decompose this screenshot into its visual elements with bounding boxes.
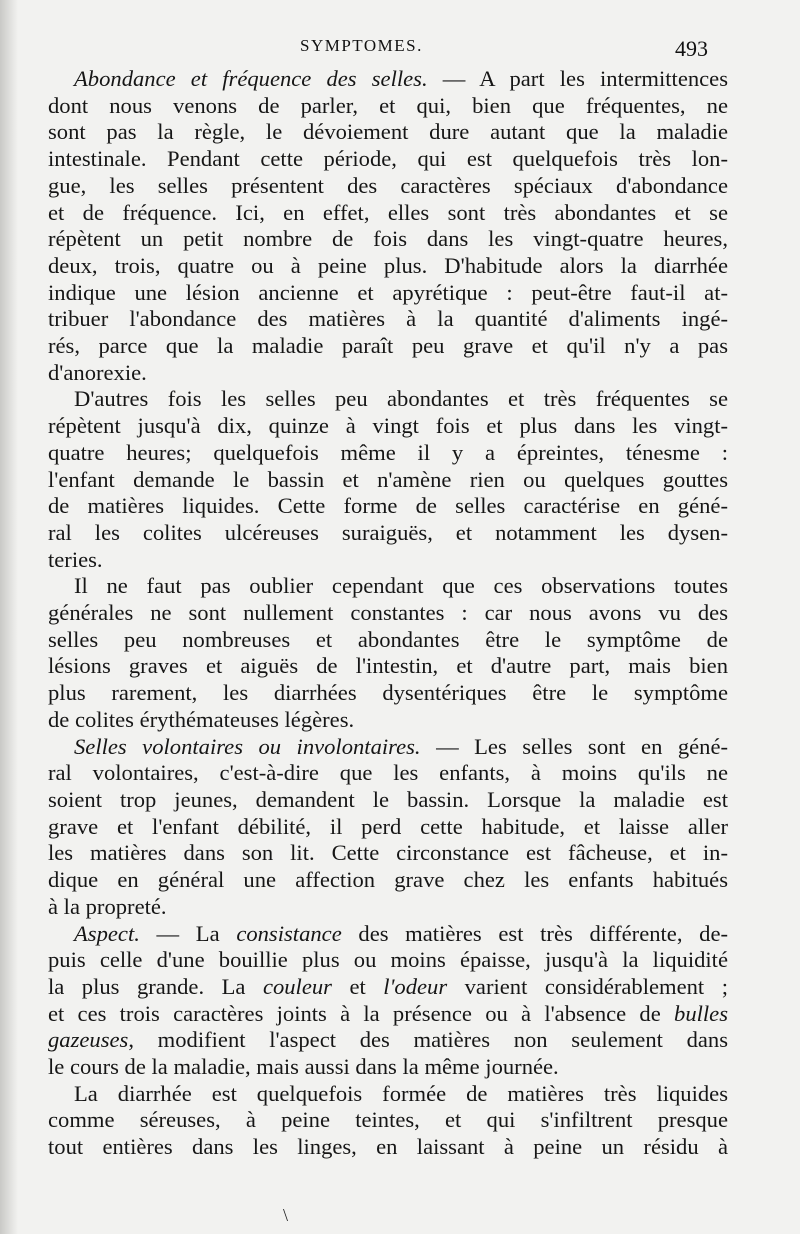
- text-line: Abondance et fréquence des selles. — A part les intermittences: [74, 66, 729, 91]
- text-line: soient trop jeunes, demandent le bassin. Lorsque la maladie est: [48, 786, 728, 812]
- running-head: SYMPTOMES.: [300, 36, 423, 55]
- text-line: quatre heures; quelquefois même il y a épreintes, ténesme :: [48, 439, 728, 465]
- text-line: gazeuses, modifient l'aspect des matières non seulement dans: [48, 1027, 728, 1053]
- text-line: le cours de la maladie, mais aussi dans la même journée.: [48, 1054, 559, 1080]
- text-line: d'anorexie.: [48, 359, 147, 385]
- section-title: Selles volontaires ou involontaires.: [74, 733, 421, 759]
- footer-mark: \: [283, 1205, 289, 1225]
- text-line: teries.: [48, 546, 103, 572]
- text-line: deux, trois, quatre ou à peine plus. D'habitude alors la diarrhée: [48, 252, 728, 278]
- text-line: lésions graves et aiguës de l'intestin, et d'autre part, mais bien: [48, 653, 728, 679]
- text-line: Selles volontaires ou involontaires. — Les selles sont en géné-: [74, 733, 729, 759]
- text-line: répètent un petit nombre de fois dans les vingt-quatre heures,: [48, 226, 728, 252]
- text-line: les matières dans son lit. Cette circonstance est fâcheuse, et in-: [48, 840, 728, 866]
- text-line: la plus grande. La couleur et l'odeur varient considérablement ;: [48, 973, 728, 999]
- text-line: et ces trois caractères joints à la présence ou à l'absence de bulles: [48, 1000, 728, 1026]
- emphasis: l'odeur: [383, 973, 448, 999]
- text-line: puis celle d'une bouillie plus ou moins épaisse, jusqu'à la liquidité: [48, 947, 728, 973]
- text-line: générales ne sont nullement constantes : car nous avons vu des: [48, 600, 728, 626]
- text-line: intestinale. Pendant cette période, qui est quelquefois très lon-: [48, 146, 728, 172]
- text-line: tout entières dans les linges, en laissant à peine un résidu à: [48, 1134, 728, 1160]
- text-line: rés, parce que la maladie paraît peu grave et qu'il n'y a pas: [48, 333, 728, 359]
- body-text: [48, 66, 728, 1161]
- text-line: gue, les selles présentent des caractères spéciaux d'abondance: [48, 172, 728, 198]
- emphasis: consistance: [236, 920, 342, 946]
- text-line: ral volontaires, c'est-à-dire que les enfants, à moins qu'ils ne: [48, 760, 728, 786]
- text-line: ral les colites ulcéreuses suraiguës, et notamment les dysen-: [48, 519, 728, 545]
- emphasis: bulles: [674, 1000, 728, 1026]
- text-line: grave et l'enfant débilité, il perd cette habitude, et laisse aller: [48, 813, 728, 839]
- text-line: indique une lésion ancienne et apyrétique : peut-être faut-il at-: [48, 279, 728, 305]
- text-line: de colites érythémateuses légères.: [48, 706, 355, 732]
- text-line: Il ne faut pas oublier cependant que ces observations toutes: [74, 573, 728, 599]
- text-line: plus rarement, les diarrhées dysentériques être le symptôme: [48, 680, 728, 706]
- text-line: et de fréquence. Ici, en effet, elles sont très abondantes et se: [48, 199, 728, 225]
- text-line: tribuer l'abondance des matières à la quantité d'aliments ingé-: [48, 306, 728, 332]
- text-line: La diarrhée est quelquefois formée de matières très liquides: [74, 1080, 728, 1106]
- page-number: 493: [675, 36, 708, 61]
- text-line: l'enfant demande le bassin et n'amène rien ou quelques gouttes: [48, 466, 728, 492]
- text-line: sont pas la règle, le dévoiement dure autant que la maladie: [48, 119, 728, 145]
- text-line: dique en général une affection grave chez les enfants habitués: [48, 867, 728, 893]
- text-line: selles peu nombreuses et abondantes être le symptôme de: [48, 626, 728, 652]
- text-line: répètent jusqu'à dix, quinze à vingt fois et plus dans les vingt-: [48, 413, 728, 439]
- emphasis: gazeuses: [48, 1027, 129, 1053]
- text-line: à la propreté.: [48, 893, 167, 919]
- text-line: Aspect. — La consistance des matières est très différente, de-: [74, 920, 729, 946]
- text-line: dont nous venons de parler, et qui, bien que fréquentes, ne: [48, 92, 728, 118]
- emphasis: couleur: [262, 973, 332, 999]
- section-title: Abondance et fréquence des selles.: [74, 66, 428, 91]
- text-line: D'autres fois les selles peu abondantes et très fréquentes se: [74, 386, 728, 412]
- section-title: Aspect.: [74, 920, 140, 946]
- text-line: de matières liquides. Cette forme de selles caractérise en géné-: [48, 493, 728, 519]
- text-line: comme séreuses, à peine teintes, et qui s'infiltrent presque: [48, 1107, 728, 1133]
